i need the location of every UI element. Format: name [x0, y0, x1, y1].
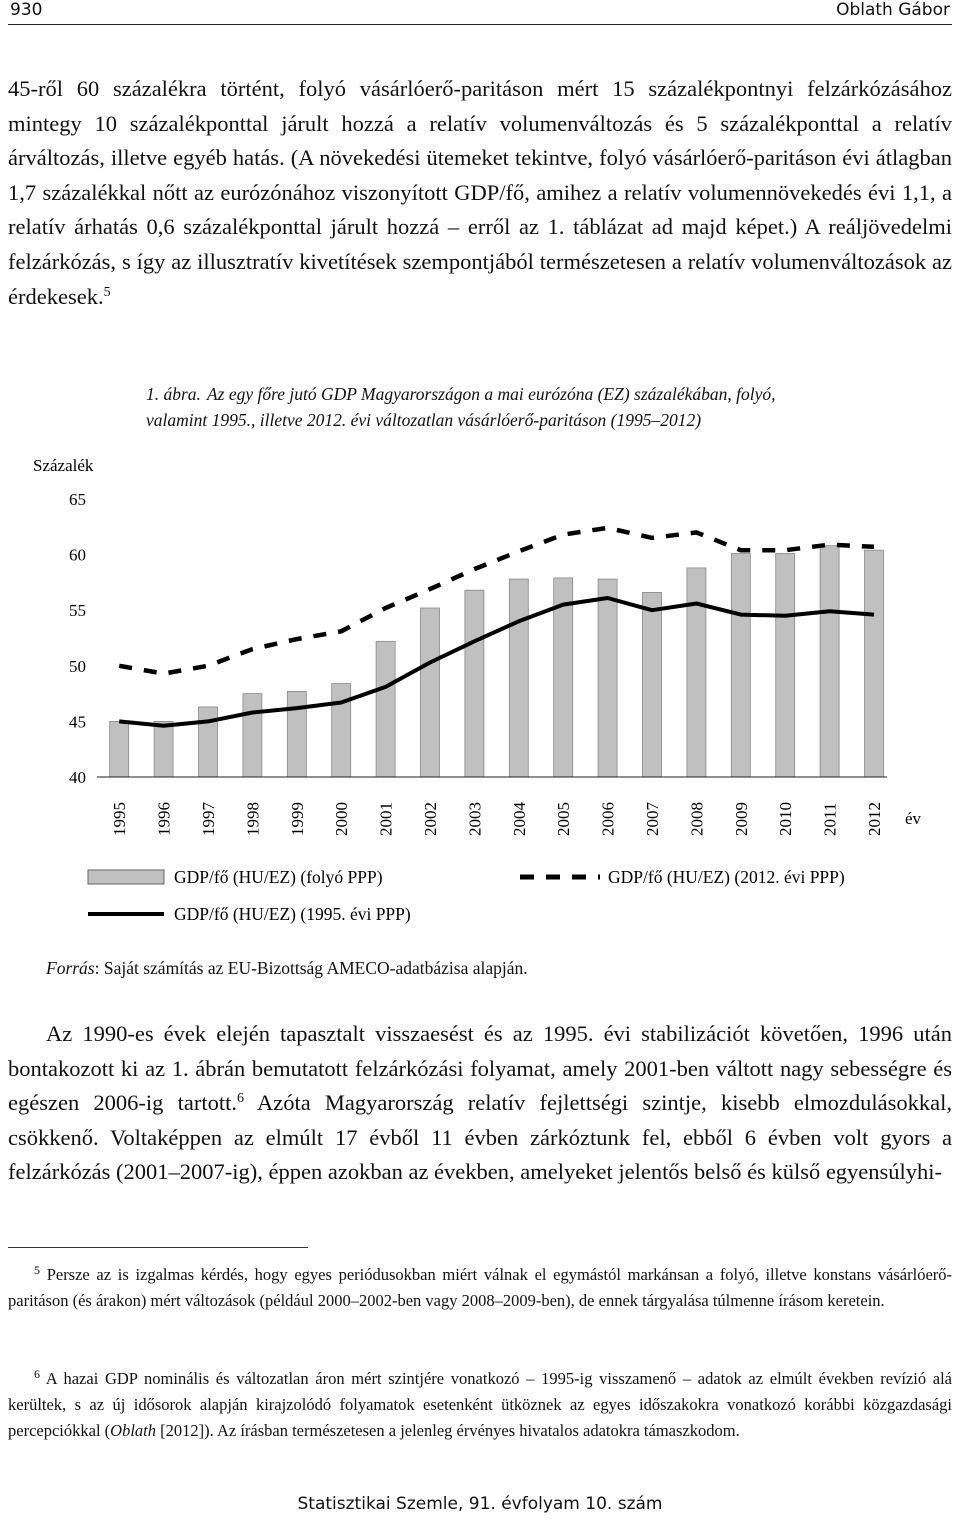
line-series: [119, 528, 874, 726]
legend-swatch-bars: [88, 870, 164, 884]
bar-2004: [509, 579, 528, 777]
legend: [88, 867, 845, 924]
bar-2009: [731, 553, 750, 777]
figure-title-line-2: valamint 1995., illetve 2012. évi változatlan vásárlóerő-paritáson (1995–2012): [146, 410, 702, 430]
paragraph-2-text-b: Azóta Magyarország relatív fejlettségi szintje, kisebb elmozdulásokkal, csökkenő. Voltaképpen az elmúlt 17 évből 11 évben zárkóztunk fel, ebből 6 évben volt gyors a felzárkózás (2001–2007-ig), éppen azokban az években, amelyeket jelentős belső és külső egyensúlyhi-: [8, 1090, 952, 1185]
y-tick-label: 50: [69, 656, 86, 676]
x-tick-label: 2012: [865, 802, 884, 836]
bar-1996: [154, 721, 173, 777]
source-label: Forrás: [46, 958, 95, 978]
bar-2006: [598, 579, 617, 777]
legend-label-solid: GDP/fő (HU/EZ) (1995. évi PPP): [174, 904, 411, 924]
paragraph-2-text-a: Az 1990-es évek elején tapasztalt visszaesést és az 1995. évi stabilizációt követően, 1996 után bontakozott ki az 1. ábrán bemutatott felzárkózási folyamat, amely 2001-ben váltott nagy sebességre és egészen 2006-ig tartott.: [8, 1021, 952, 1116]
y-tick-label: 55: [69, 601, 86, 621]
x-axis-label: év: [905, 809, 922, 828]
x-tick-label: 2000: [332, 802, 352, 836]
paragraph-1-text: 45-ről 60 százalékra történt, folyó vásárlóerő-paritáson mért 15 százalékpontnyi felzárkózásához mintegy 10 százalékponttal járult hozzá a relatív volumenváltozás és 5 százalékponttal a relatív árváltozás, illetve egyéb hatás. (A növekedési ütemeket tekintve, folyó vásárlóerő-paritáson évi átlagban 1,7 százalékkal nőtt az eurózónához viszonyított GDP/fő, amihez a relatív volumennövekedés évi 1,1, a relatív árhatás 0,6 százalékponttal járult hozzá – erről az 1. táblázat ad majd képet.) A reáljövedelmi felzárkózás, s így az illusztratív kivetítések szempontjából természetesen a relatív volumenváltozások az érdekesek.: [8, 76, 952, 309]
figure-title: [146, 381, 906, 433]
footnote-6-citation: Oblath: [110, 1421, 156, 1440]
y-axis-label: Százalék: [33, 456, 94, 475]
y-tick-label: 45: [69, 712, 86, 732]
x-tick-label: 2001: [376, 802, 396, 836]
footnote-5-number: 5: [34, 1263, 40, 1277]
x-tick-label: 2005: [554, 802, 574, 836]
figure-number: 1. ábra.: [146, 384, 201, 404]
y-tick-label: 60: [69, 545, 86, 565]
x-axis-ticks: [110, 802, 884, 837]
figure-title-line-1: Az egy főre jutó GDP Magyarországon a mai eurózóna (EZ) százalékában, folyó,: [206, 384, 776, 404]
footnote-ref-6[interactable]: 6: [236, 1091, 244, 1107]
x-tick-label: 1997: [199, 802, 218, 836]
footnote-5-text: Persze az is izgalmas kérdés, hogy egyes periódusokban miért válnak el egymástól markánsan a folyó, illetve konstans vásárlóerő-paritáson (és árakon) mért változások (például 2000–2002-ben vagy 2008–2009-ben), de ennek tárgyalása túlmenne írásom keretein.: [8, 1265, 953, 1310]
series-line-1995-ppp: [119, 598, 874, 726]
x-tick-label: 2002: [421, 802, 440, 836]
y-tick-label: 40: [69, 768, 86, 787]
x-tick-label: 2006: [598, 802, 618, 836]
x-tick-label: 2003: [465, 802, 485, 836]
footnote-6-number: 6: [34, 1367, 40, 1381]
series-line-2012-ppp: [119, 528, 874, 674]
footnote-6: [8, 1366, 952, 1444]
bar-2000: [332, 684, 351, 777]
x-tick-label: 1995: [110, 802, 130, 836]
bar-2002: [421, 608, 440, 777]
figure-source: [46, 958, 528, 979]
x-tick-label: 1998: [243, 802, 263, 836]
bar-1995: [110, 721, 129, 777]
author-name: Oblath Gábor: [836, 0, 950, 20]
bar-2010: [776, 553, 795, 777]
x-tick-label: 2011: [820, 802, 840, 836]
journal-footer: Statisztikai Szemle, 91. évfolyam 10. szám: [297, 1494, 663, 1514]
bar-2007: [643, 592, 662, 777]
bar-1999: [287, 691, 306, 777]
source-text: : Saját számítás az EU-Bizottság AMECO-adatbázisa alapján.: [94, 958, 528, 978]
paragraph-1: [8, 72, 952, 314]
footnote-6-text-b: [2012]). Az írásban természetesen a jelenleg érvényes hivatalos adatokra támaszkodom.: [156, 1421, 740, 1440]
x-tick-label: 2009: [731, 802, 751, 836]
x-tick-label: 1996: [154, 802, 174, 836]
x-tick-label: 2010: [776, 802, 796, 836]
bar-1998: [243, 694, 262, 777]
gdp-chart: [0, 440, 960, 940]
bar-2003: [465, 590, 484, 777]
y-tick-label: 65: [69, 490, 86, 509]
bar-2008: [687, 568, 706, 777]
y-axis-ticks: [69, 490, 86, 787]
footnote-5: [8, 1262, 952, 1314]
legend-label-bars: GDP/fő (HU/EZ) (folyó PPP): [174, 867, 383, 887]
footnote-divider: [8, 1247, 308, 1248]
legend-label-dashed: GDP/fő (HU/EZ) (2012. évi PPP): [608, 867, 845, 887]
bar-2012: [865, 550, 884, 777]
paragraph-2: [8, 1017, 952, 1190]
page-header: [8, 0, 952, 25]
x-tick-label: 2007: [643, 802, 662, 836]
page-number: 930: [10, 0, 43, 20]
bar-2011: [820, 546, 839, 777]
footnote-6-text-a: A hazai GDP nominális és változatlan áron mért szintjére vonatkozó – 1995-ig visszamenő – adatok az elmúlt években revízió alá kerültek, s az új idősorok alapján kirajzolódó folyamatok esetenként ütköznek az egyes időszakokra vonatkozó korábbi közgazdasági percepciókkal (: [8, 1369, 952, 1440]
x-tick-label: 1999: [287, 802, 307, 836]
bar-1997: [199, 707, 218, 777]
x-tick-label: 2008: [687, 802, 707, 836]
x-tick-label: 2004: [509, 802, 529, 836]
footnote-ref-5[interactable]: 5: [103, 284, 111, 300]
bar-2001: [376, 641, 395, 777]
